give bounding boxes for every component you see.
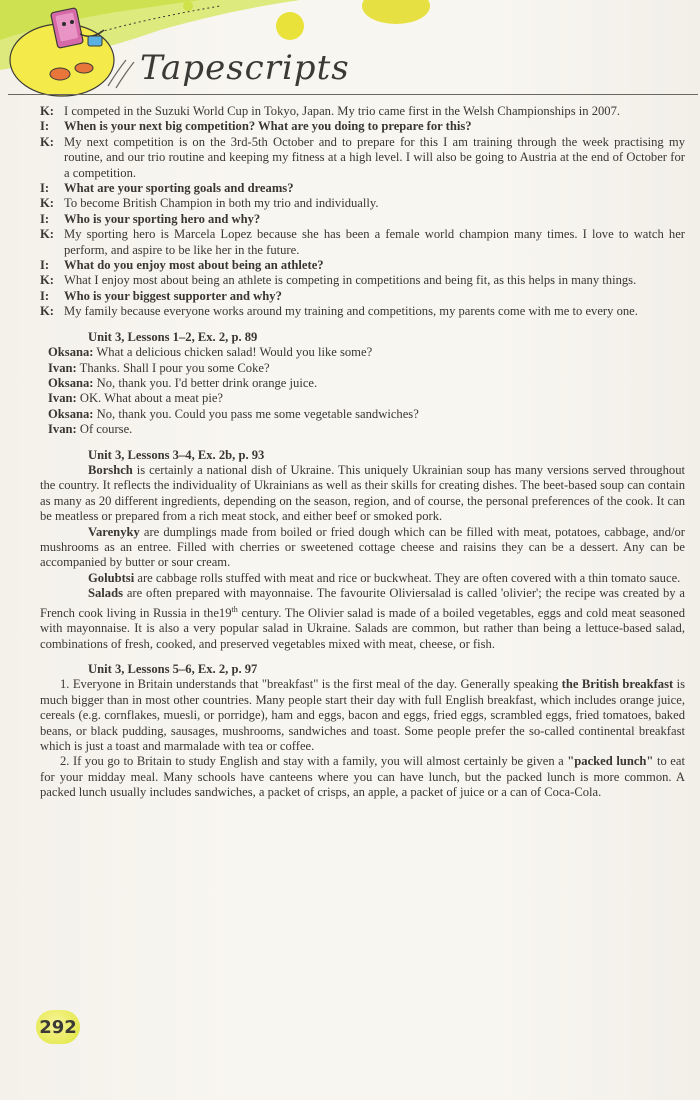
interview-section (40, 104, 685, 320)
term-bold: Borshch (88, 462, 133, 477)
dialogue-line (48, 345, 685, 360)
line-text: What do you enjoy most about being an athlete? (64, 258, 324, 273)
line-text: My sporting hero is Marcela Lopez because she has been a female world champion many times. I love to watch her perform, and aspire to be like her in the future. (64, 227, 685, 257)
interview-question (40, 258, 685, 273)
interview-answer (40, 104, 685, 119)
speaker-label: K: (40, 227, 54, 242)
speaker-name: Ivan: (48, 422, 77, 437)
unit-heading: Unit 3, Lessons 5–6, Ex. 2, p. 97 (88, 662, 258, 676)
interview-question (40, 181, 685, 196)
dialogue-section (40, 345, 685, 437)
speaker-name: Oksana: (48, 375, 94, 390)
speaker-label: I: (40, 119, 50, 134)
page-number: 292 (36, 1010, 80, 1044)
line-text: Who is your sporting hero and why? (64, 211, 261, 226)
line-text: I competed in the Suzuki World Cup in Tokyo, Japan. My trio came first in the Welsh Championships in 2007. (64, 104, 621, 118)
speaker-label: I: (40, 211, 50, 226)
paragraph-text: are dumplings made from boiled or fried dough which can be filled with meat, potatoes, cabbage, and/or mushrooms as an entree. Filled with cherries or sweetened cottage cheese and raisins they can be a dessert. Any can be accompanied by butter or sour cream. (40, 524, 685, 570)
interview-question (40, 289, 685, 304)
term-bold: Varenyky (88, 524, 140, 539)
paragraph-text: is much bigger than in most other countries. Many people start their day with full English breakfast, which includes orange juice, cereals (e.g. cornflakes, muesli, or porridge), ham and eggs, bacon and eggs, fried eggs, scrambled eggs, fried tomatoes, baked beans, or black pudding, sausages, mushrooms, sandwiches and toast. Some people prefer the so-called continental breakfast which is just a toast and marmalade with tea or coffee. (40, 677, 685, 754)
header-divider (8, 94, 698, 95)
dialogue-line (48, 361, 685, 376)
interview-question (40, 212, 685, 227)
header-decoration (0, 0, 700, 100)
dialogue-line (48, 391, 685, 406)
paragraph-text: century. The Olivier salad is made of a boiled vegetables, eggs and cold meat seasoned with mayonnaise. It is also a very popular salad in Ukraine. Salads are common, but rather than being a lettuce-based salad, combinations of fresh, cooked, and preserved vegetables mixed with meat, cheese, or fish. (40, 605, 685, 651)
dish-paragraph (40, 525, 685, 571)
speaker-name: Oksana: (48, 406, 94, 421)
dish-paragraph (40, 463, 685, 525)
term-bold: the British breakfast (561, 677, 674, 692)
paragraph-text: is certainly a national dish of Ukraine. This uniquely Ukrainian soup has many versions served throughout the country. It reflects the individuality of Ukrainians as well as their skills for creating dishes. The beet-based soup can contain as many as 20 different ingredients, depending on the season, region, and of course, the personal preferences of the cook. It can be meatless or prepared from a rich meat stock, and either beef or smoked pork. (40, 462, 685, 524)
line-text: No, thank you. Could you pass me some vegetable sandwiches? (96, 406, 419, 421)
speaker-label: K: (40, 304, 54, 319)
speaker-label: K: (40, 134, 54, 149)
line-text: Who is your biggest supporter and why? (64, 288, 282, 303)
interview-answer (40, 135, 685, 181)
page-title: Tapescripts (140, 48, 350, 88)
speaker-label: K: (40, 196, 54, 211)
paragraph-text: are often prepared with mayonnaise. The favourite Oliviersalad is called 'olivier'; the recipe was created by a French cook living in Russia in the19 (40, 586, 685, 620)
salads-paragraph (40, 586, 685, 652)
term-bold: Salads (88, 586, 124, 601)
speaker-name: Ivan: (48, 360, 77, 375)
superscript: th (231, 604, 238, 614)
paragraph-text: are cabbage rolls stuffed with meat and rice or buckwheat. They are often covered with a thin tomato sauce. (134, 570, 681, 585)
dialogue-line (48, 422, 685, 437)
dishes-section (40, 463, 685, 586)
interview-answer (40, 304, 685, 319)
paragraph-text: to eat for your midday meal. Many schools have canteens where you can have lunch, but the packed lunch is more common. A packed lunch usually includes sandwiches, a packet of crisps, an apple, a packet of juice or a can of Coca-Cola. (40, 754, 685, 800)
paragraph-text: 1. Everyone in Britain understands that "breakfast" is the first meal of the day. Generally speaking (60, 677, 562, 692)
speaker-label: K: (40, 273, 54, 288)
line-text: What I enjoy most about being an athlete is competing in competitions and being fit, as this helps in many things. (64, 273, 637, 288)
breakfast-paragraph (40, 677, 685, 754)
interview-question (40, 119, 685, 134)
speaker-name: Oksana: (48, 345, 94, 360)
line-text: My next competition is on the 3rd-5th October and to prepare for this I am training through the week practising my routine, and our trio routine and keeping my fitness at a high level. I will also be going to Austria at the end of October for a competition. (64, 134, 685, 180)
line-text: My family because everyone works around my training and competitions, my parents come with me to every one. (64, 304, 638, 319)
speaker-label: I: (40, 258, 50, 273)
term-bold: Golubtsi (88, 570, 135, 585)
line-text: When is your next big competition? What are you doing to prepare for this? (64, 119, 472, 134)
unit-heading: Unit 3, Lessons 1–2, Ex. 2, p. 89 (88, 329, 258, 344)
paragraph-text: 2. If you go to Britain to study English and stay with a family, you will almost certainly be given a (60, 754, 568, 769)
interview-answer (40, 196, 685, 211)
speaker-name: Ivan: (48, 391, 77, 406)
tapescript-content (40, 104, 685, 801)
line-text: What are your sporting goals and dreams? (64, 181, 294, 196)
line-text: Of course. (79, 422, 133, 437)
line-text: To become British Champion in both my trio and individually. (64, 196, 379, 211)
line-text: Thanks. Shall I pour you some Coke? (79, 360, 270, 375)
unit-heading: Unit 3, Lessons 3–4, Ex. 2b, p. 93 (88, 447, 265, 462)
dish-paragraph (40, 571, 685, 586)
interview-answer (40, 227, 685, 258)
speaker-label: I: (40, 181, 50, 196)
speaker-label: K: (40, 104, 54, 118)
term-bold: "packed lunch" (567, 754, 654, 769)
line-text: What a delicious chicken salad! Would you like some? (96, 345, 373, 360)
line-text: No, thank you. I'd better drink orange juice. (96, 375, 318, 390)
interview-answer (40, 273, 685, 288)
dialogue-line (48, 376, 685, 391)
line-text: OK. What about a meat pie? (79, 391, 224, 406)
speaker-label: I: (40, 288, 50, 303)
lunch-paragraph (40, 754, 685, 800)
page-header (0, 0, 700, 100)
dialogue-line (48, 407, 685, 422)
